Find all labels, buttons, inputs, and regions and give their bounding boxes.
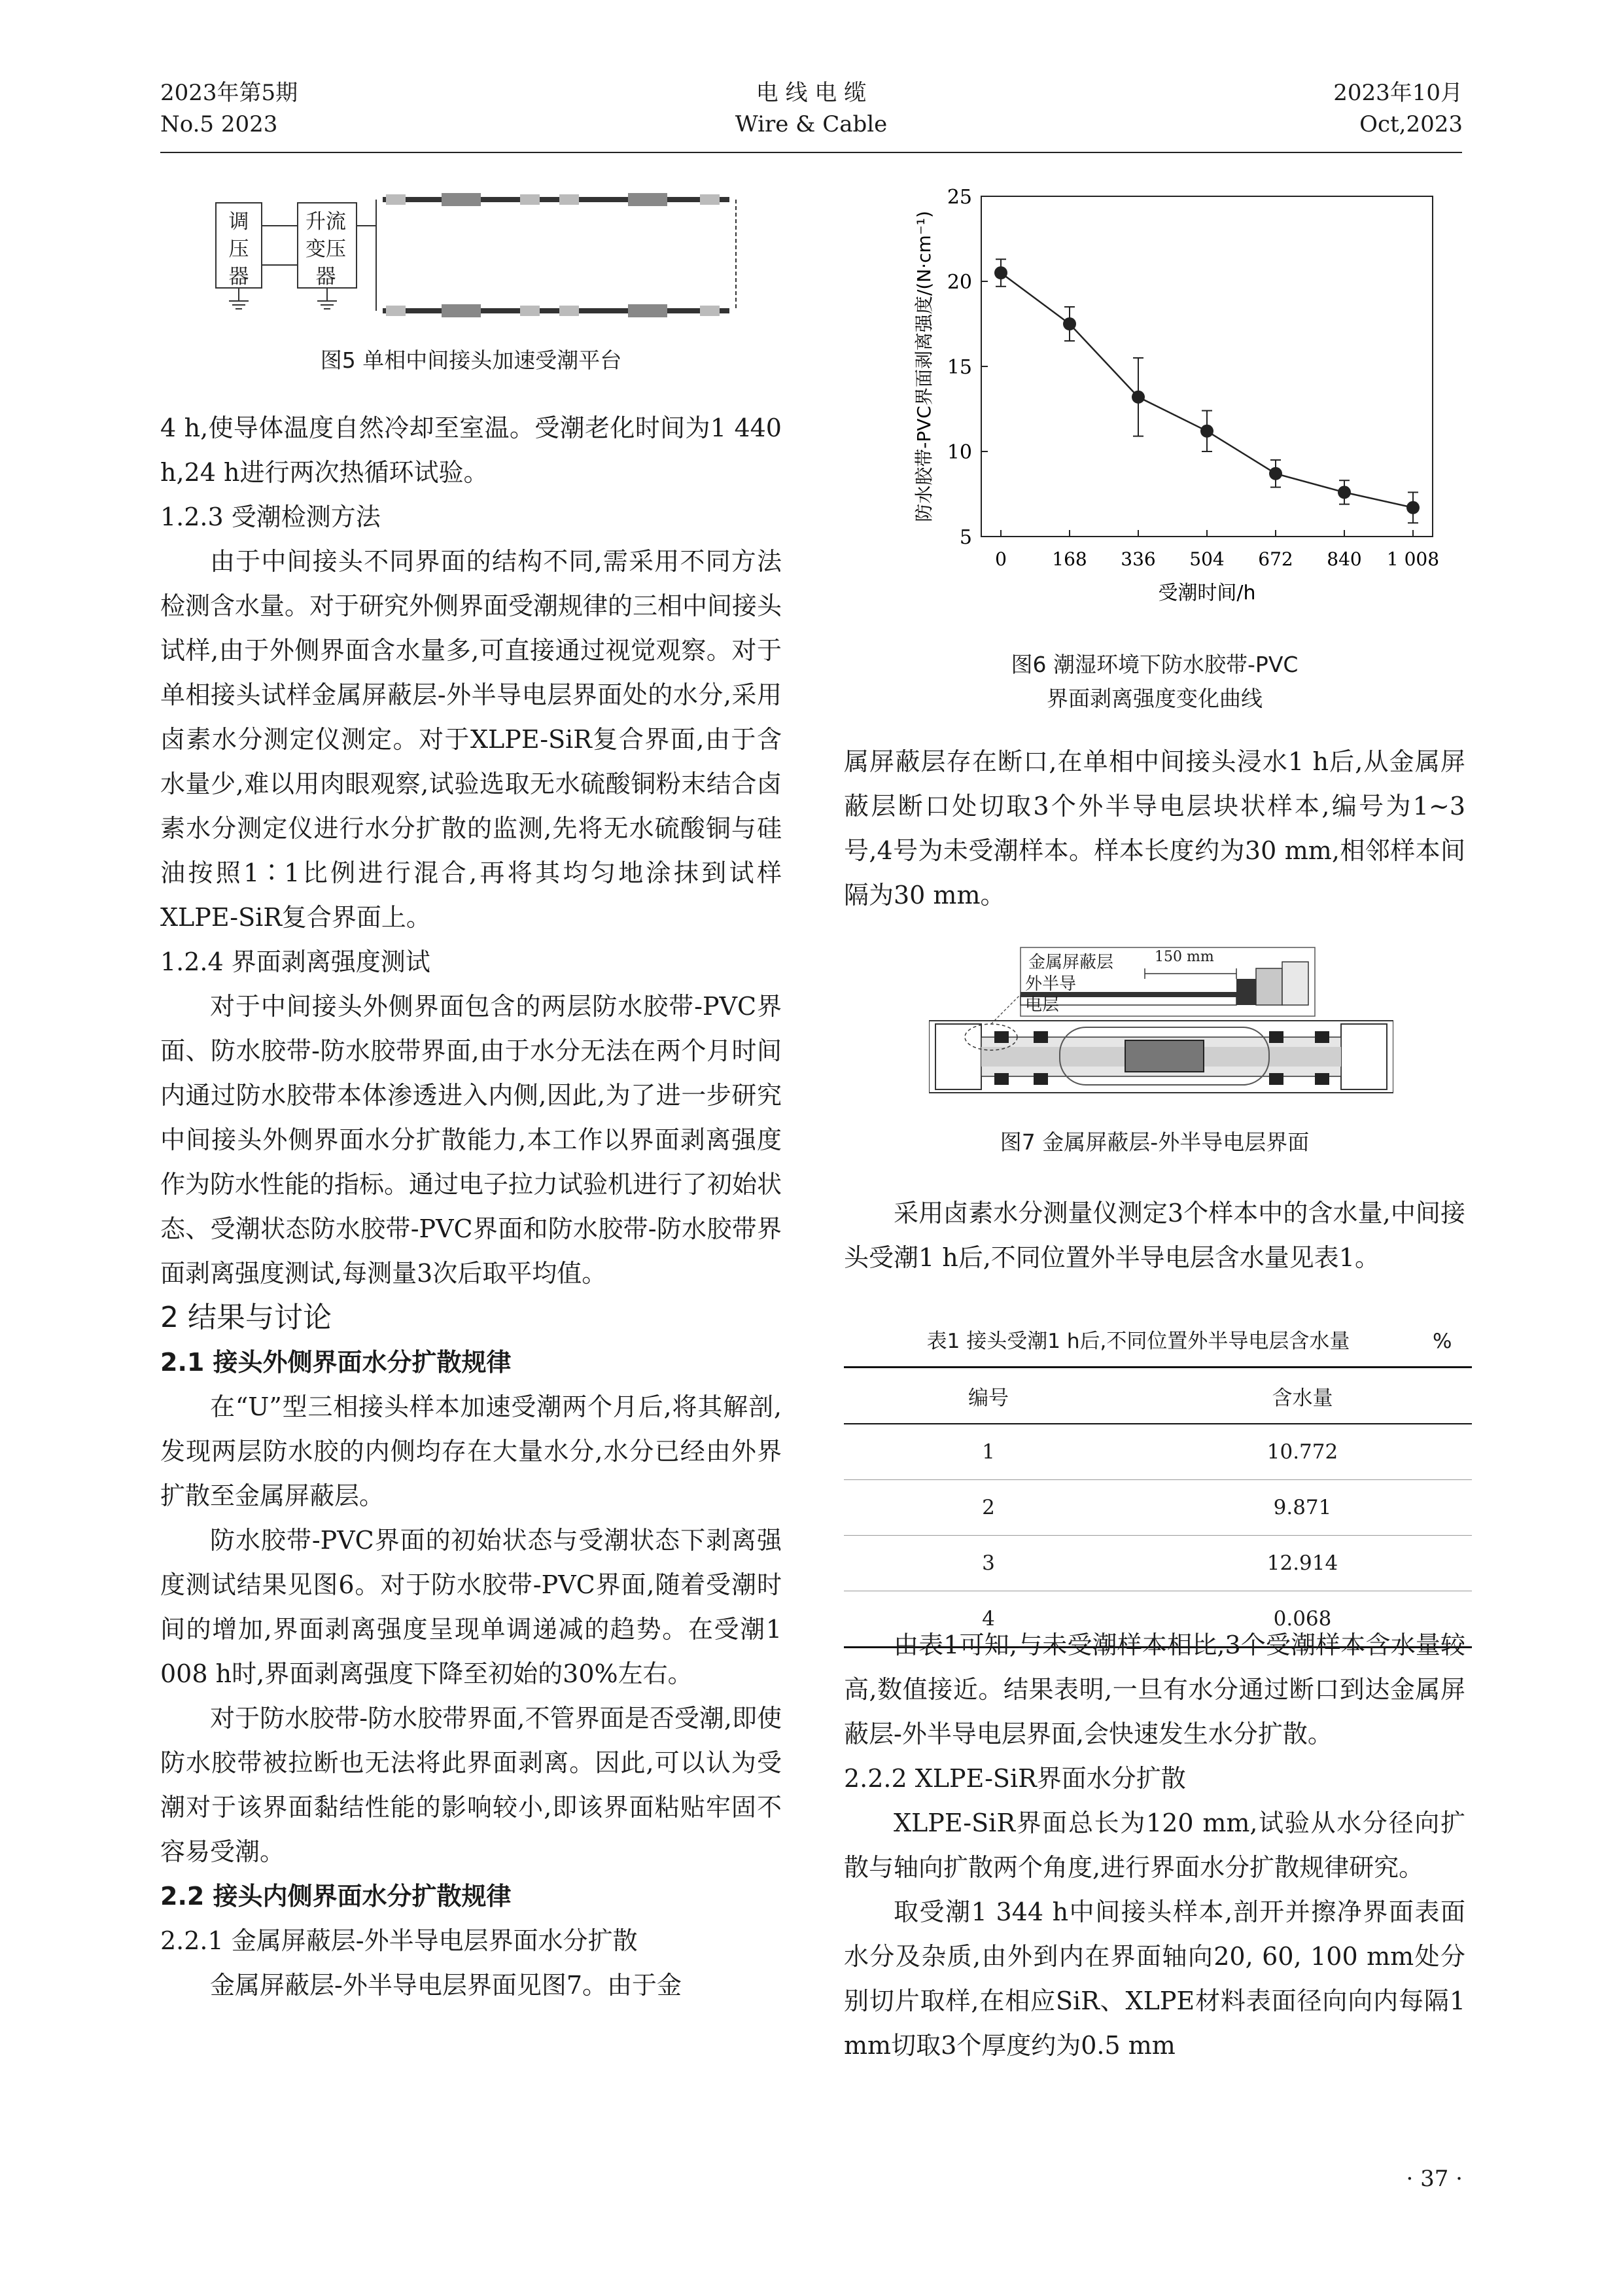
table-cell: 0.068 (1273, 1607, 1332, 1631)
chart-axes (981, 196, 1433, 537)
connector (1125, 1040, 1204, 1072)
header-journal-en: Wire & Cable (735, 111, 888, 137)
data-point (1269, 467, 1282, 480)
paragraph: 取受潮1 344 h中间接头样本,剖开并擦净界面表面水分及杂质,由外到内在界面轴向20, 60, 100 mm处分别切片取样,在相应SiR、XLPE材料表面径向向内每隔1 mm切取3个厚度约为0.5 mm (844, 1898, 1465, 2060)
x-tick-label: 1 008 (1386, 548, 1440, 570)
paragraph: 由表1可知,与未受潮样本相比,3个受潮样本含水量较高,数值接近。结果表明,一旦有水分通过断口到达金属屏蔽层-外半导电层界面,会快速发生水分扩散。 (844, 1631, 1465, 1748)
figure-7-caption: 图7 金属屏蔽层-外半导电层界面 (1000, 1129, 1310, 1155)
label-semicon-line-2: 电层 (1025, 995, 1060, 1015)
section-heading-2-2-1: 2.2.1 金属屏蔽层-外半导电层界面水分扩散 (160, 1926, 638, 1955)
section-heading-1-2-4: 1.2.4 界面剥离强度测试 (160, 947, 430, 976)
section-heading-2-2-2: 2.2.2 XLPE-SiR界面水分扩散 (844, 1764, 1186, 1793)
table-cell: 10.772 (1266, 1440, 1338, 1464)
data-point (1338, 486, 1351, 499)
chart-ticks (913, 186, 1439, 605)
y-axis-label: 防水胶带-PVC界面剥离强度/(N·cm⁻¹) (913, 211, 935, 522)
regulator-label: 调压器 (228, 210, 249, 289)
paragraph: 由于中间接头不同界面的结构不同,需采用不同方法检测含水量。对于研究外侧界面受潮规律的三相中间接头试样,由于外侧界面含水量多,可直接通过视觉观察。对于单相接头试样金属屏蔽层-外半导电层界面处的水分,采用卤素水分测定仪测定。对于XLPE-SiR复合界面,由于含水量少,难以用肉眼观察,试验选取无水硫酸铜粉末结合卤素水分测定仪进行水分扩散的监测,先将无水硫酸铜与硅油按照1∶1比例进行混合,再将其均匀地涂抹到试样XLPE-SiR复合界面上。 (160, 547, 782, 932)
paragraph: 金属屏蔽层-外半导电层界面见图7。由于金 (210, 1971, 682, 2000)
x-tick-label: 504 (1189, 548, 1225, 570)
x-axis-label: 受潮时间/h (1158, 582, 1256, 605)
table-header-cell: 编号 (968, 1386, 1009, 1410)
label-semicon-line-1: 外半导 (1025, 974, 1077, 994)
figure-6-caption (844, 648, 1465, 716)
table-row (844, 1480, 1472, 1536)
x-tick-label: 0 (995, 548, 1007, 570)
header-journal-cn: 电 线 电 缆 (756, 80, 867, 106)
y-tick-label: 20 (947, 271, 972, 294)
data-point (1132, 391, 1145, 404)
figure-5-diagram (190, 186, 752, 324)
data-point (1063, 317, 1076, 330)
table-row (844, 1536, 1472, 1591)
transformer-label: 升流变压器 (305, 210, 346, 289)
table-cell: 12.914 (1266, 1551, 1338, 1575)
y-tick-label: 10 (947, 441, 972, 464)
table-header-cell: 含水量 (1272, 1386, 1333, 1410)
x-tick-label: 168 (1052, 548, 1087, 570)
paragraph: 对于中间接头外侧界面包含的两层防水胶带-PVC界面、防水胶带-防水胶带界面,由于水分无法在两个月时间内通过防水胶带本体渗透进入内侧,因此,为了进一步研究中间接头外侧界面水分扩散能力,本工作以界面剥离强度作为防水性能的指标。通过电子拉力试验机进行了初始状态、受潮状态防水胶带-PVC界面和防水胶带-防水胶带界面剥离强度测试,每测量3次后取平均值。 (160, 992, 782, 1288)
table-1 (844, 1366, 1472, 1648)
table-1-title-row (844, 1325, 1472, 1358)
right-column-mid (844, 1191, 1465, 1280)
right-column-top (844, 739, 1465, 917)
label-semicon (1025, 974, 1076, 1016)
table-cell: 3 (982, 1551, 995, 1575)
label-metal-shield: 金属屏蔽层 (1028, 953, 1114, 972)
series-line (1001, 273, 1413, 508)
data-point (994, 266, 1007, 279)
figure-6-caption-line-1: 图6 潮湿环境下防水胶带-PVC (1011, 652, 1299, 677)
section-heading-2: 2 结果与讨论 (160, 1301, 332, 1334)
y-tick-label: 15 (947, 356, 972, 379)
paragraph: 防水胶带-PVC界面的初始状态与受潮状态下剥离强度测试结果见图6。对于防水胶带-PVC界面,随着受潮时间的增加,界面剥离强度呈现单调递减的趋势。在受潮1 008 h时,界面剥离强度下降至初始的30%左右。 (160, 1526, 782, 1688)
section-heading-2-1: 2.1 接头外侧界面水分扩散规律 (160, 1348, 512, 1377)
figure-7-diagram (929, 942, 1393, 1112)
table-cell: 4 (982, 1607, 995, 1631)
table-1-title: 表1 接头受潮1 h后,不同位置外半导电层含水量 (926, 1330, 1350, 1353)
chart-series (1001, 273, 1413, 508)
table-row (844, 1424, 1472, 1480)
table-cell: 9.871 (1273, 1496, 1332, 1519)
page-number: · 37 · (1406, 2166, 1463, 2192)
paragraph: 采用卤素水分测量仪测定3个样本中的含水量,中间接头受潮1 h后,不同位置外半导电层含水量见表1。 (844, 1199, 1465, 1272)
chart-points (994, 259, 1420, 523)
figure-6-chart (877, 177, 1459, 648)
table-cell: 2 (982, 1496, 995, 1519)
left-column (160, 406, 782, 2007)
right-column-bottom (844, 1623, 1465, 2068)
table-header-row (844, 1368, 1472, 1424)
header-issue-cn: 2023年第5期 (160, 80, 298, 106)
plot-frame (981, 196, 1433, 537)
header-rule (160, 152, 1462, 153)
section-heading-1-2-3: 1.2.3 受潮检测方法 (160, 503, 381, 531)
table-cell: 1 (982, 1440, 995, 1464)
table-1-unit: % (1433, 1330, 1452, 1353)
x-tick-label: 672 (1258, 548, 1293, 570)
y-tick-label: 5 (959, 526, 972, 549)
x-tick-label: 336 (1121, 548, 1156, 570)
data-point (1406, 501, 1420, 514)
x-tick-label: 840 (1327, 548, 1362, 570)
paragraph: 4 h,使导体温度自然冷却至室温。受潮老化时间为1 440 h,24 h进行两次热循环试验。 (160, 414, 782, 487)
header-date (1333, 77, 1463, 140)
header-issue (160, 77, 298, 140)
paragraph: 对于防水胶带-防水胶带界面,不管界面是否受潮,即使防水胶带被拉断也无法将此界面剥离。因此,可以认为受潮对于该界面黏结性能的影响较小,即该界面粘贴牢固不容易受潮。 (160, 1704, 782, 1866)
label-dimension: 150 mm (1155, 949, 1214, 965)
data-point (1200, 425, 1213, 438)
figure-5-caption: 图5 单相中间接头加速受潮平台 (320, 347, 622, 373)
paragraph: 在“U”型三相接头样本加速受潮两个月后,将其解剖,发现两层防水胶的内侧均存在大量水分,水分已经由外界扩散至金属屏蔽层。 (160, 1392, 782, 1510)
figure-6-caption-line-2: 界面剥离强度变化曲线 (1047, 686, 1263, 711)
paragraph: 属屏蔽层存在断口,在单相中间接头浸水1 h后,从金属屏蔽层断口处切取3个外半导电层块状样本,编号为1~3号,4号为未受潮样本。样本长度约为30 mm,相邻样本间隔为30 mm。 (844, 747, 1465, 910)
paragraph: XLPE-SiR界面总长为120 mm,试验从水分径向扩散与轴向扩散两个角度,进行界面水分扩散规律研究。 (844, 1809, 1465, 1882)
header-date-cn: 2023年10月 (1333, 80, 1463, 106)
section-heading-2-2: 2.2 接头内侧界面水分扩散规律 (160, 1882, 512, 1911)
header-date-en: Oct,2023 (1359, 111, 1463, 137)
header-issue-en: No.5 2023 (160, 111, 278, 137)
y-tick-label: 25 (947, 186, 972, 209)
header-journal (680, 77, 942, 140)
